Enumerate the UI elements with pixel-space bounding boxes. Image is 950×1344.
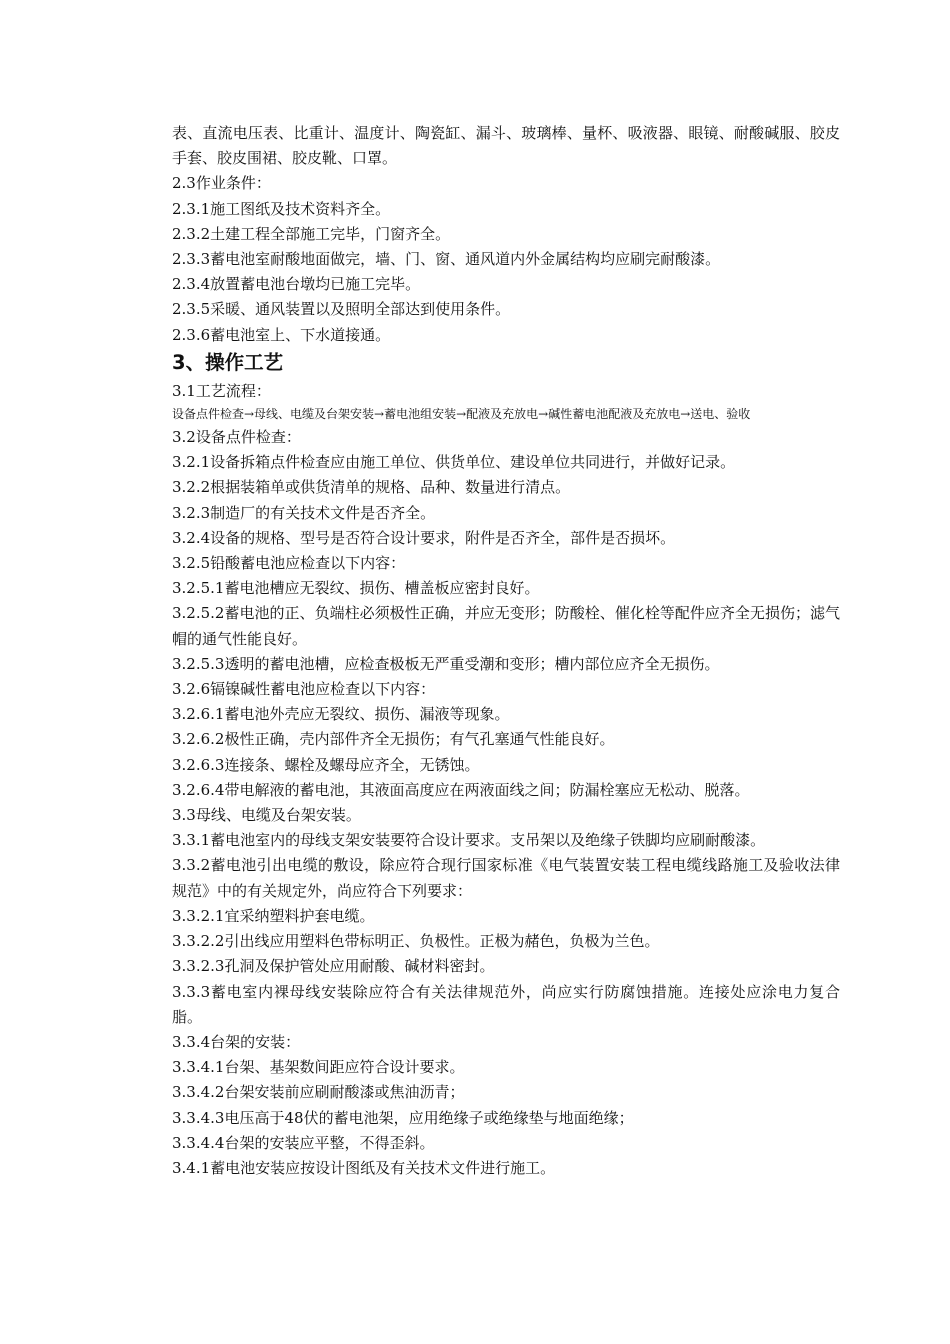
paragraph-line: 3.3.1蓄电池室内的母线支架安装要符合设计要求。支吊架以及绝缘子铁脚均应刷耐酸漆。 bbox=[172, 831, 766, 850]
paragraph-line: 3.2.1设备拆箱点件检查应由施工单位、供货单位、建设单位共同进行，并做好记录。 bbox=[172, 453, 736, 472]
paragraph-line: 2.3.3蓄电池室耐酸地面做完，墙、门、窗、通风道内外金属结构均应刷完耐酸漆。 bbox=[172, 250, 721, 269]
paragraph-line: 2.3作业条件： bbox=[172, 174, 271, 193]
paragraph-line: 3.2.6.1蓄电池外壳应无裂纹、损伤、漏液等现象。 bbox=[172, 705, 510, 724]
paragraph-line: 表、直流电压表、比重计、温度计、陶瓷缸、漏斗、玻璃棒、量杯、吸液器、眼镜、耐酸碱服、胶皮手套、胶皮围裙、胶皮靴、口罩。 bbox=[172, 124, 840, 168]
document-page bbox=[172, 121, 840, 1181]
paragraph-line: 3.2.5铅酸蓄电池应检查以下内容： bbox=[172, 554, 406, 573]
paragraph-line: 2.3.1施工图纸及技术资料齐全。 bbox=[172, 199, 391, 218]
paragraph-line: 3.2.2根据装箱单或供货清单的规格、品种、数量进行清点。 bbox=[172, 478, 571, 497]
paragraph-line: 3.2.6镉镍碱性蓄电池应检查以下内容： bbox=[172, 680, 436, 699]
paragraph-line: 3.2.5.1蓄电池槽应无裂纹、损伤、槽盖板应密封良好。 bbox=[172, 579, 540, 598]
paragraph-line: 3.2.3制造厂的有关技术文件是否齐全。 bbox=[172, 503, 436, 522]
paragraph-line: 3.3.4台架的安装： bbox=[172, 1032, 301, 1051]
paragraph-line: 3.2.5.3透明的蓄电池槽，应检查极板无严重受潮和变形；槽内部位应齐全无损伤。 bbox=[172, 654, 720, 673]
paragraph-line: 3.2设备点件检查： bbox=[172, 428, 301, 447]
paragraph-line: 3.3.4.3电压高于48伏的蓄电池架，应用绝缘子或绝缘垫与地面绝缘； bbox=[172, 1108, 634, 1127]
paragraph-line: 3.3.3蓄电室内裸母线安装除应符合有关法律规范外，尚应实行防腐蚀措施。连接处应涂电力复合脂。 bbox=[172, 982, 840, 1026]
paragraph-line: 2.3.5采暖、通风装置以及照明全部达到使用条件。 bbox=[172, 300, 511, 319]
paragraph-line: 2.3.4放置蓄电池台墩均已施工完毕。 bbox=[172, 275, 421, 294]
paragraph-line: 2.3.2土建工程全部施工完毕，门窗齐全。 bbox=[172, 224, 451, 243]
paragraph-line: 3.3.2.2引出线应用塑料色带标明正、负极性。正极为赭色，负极为兰色。 bbox=[172, 932, 660, 951]
paragraph-line: 3.2.5.2蓄电池的正、负端柱必须极性正确，并应无变形；防酸栓、催化栓等配件应齐全无损伤；滤气帽的通气性能良好。 bbox=[172, 604, 840, 648]
process-flow-text: 设备点件检查→母线、电缆及台架安装→蓄电池组安装→配液及充放电→碱性蓄电池配液及充放电→送电、验收 bbox=[172, 407, 751, 422]
paragraph-line: 3.3.4.1台架、基架数间距应符合设计要求。 bbox=[172, 1058, 465, 1077]
paragraph-line: 3.2.6.4带电解液的蓄电池，其液面高度应在两液面线之间；防漏栓塞应无松动、脱落。 bbox=[172, 780, 750, 799]
paragraph-line: 3.2.4设备的规格、型号是否符合设计要求，附件是否齐全，部件是否损坏。 bbox=[172, 528, 676, 547]
text-block-process-intro bbox=[172, 379, 840, 404]
paragraph-line: 3.1工艺流程： bbox=[172, 381, 271, 400]
paragraph-line: 3.4.1蓄电池安装应按设计图纸及有关技术文件进行施工。 bbox=[172, 1158, 556, 1177]
paragraph-line: 3.3.4.2台架安装前应刷耐酸漆或焦油沥青； bbox=[172, 1083, 465, 1102]
text-block-conditions bbox=[172, 121, 840, 348]
paragraph-line: 3.2.6.3连接条、螺栓及螺母应齐全，无锈蚀。 bbox=[172, 755, 480, 774]
paragraph-line: 3.3母线、电缆及台架安装。 bbox=[172, 806, 361, 825]
paragraph-line: 3.3.4.4台架的安装应平整，不得歪斜。 bbox=[172, 1133, 435, 1152]
paragraph-line: 3.3.2.1宜采纳塑料护套电缆。 bbox=[172, 906, 375, 925]
paragraph-line: 3.2.6.2极性正确，壳内部件齐全无损伤；有气孔塞通气性能良好。 bbox=[172, 730, 615, 749]
section-heading: 3、操作工艺 bbox=[172, 350, 284, 374]
text-block-procedures bbox=[172, 425, 840, 1181]
paragraph-line: 3.3.2.3孔洞及保护管处应用耐酸、碱材料密封。 bbox=[172, 957, 495, 976]
paragraph-line: 2.3.6蓄电池室上、下水道接通。 bbox=[172, 325, 391, 344]
paragraph-line: 3.3.2蓄电池引出电缆的敷设，除应符合现行国家标准《电气装置安装工程电缆线路施工及验收法律规范》中的有关规定外，尚应符合下列要求： bbox=[172, 856, 840, 900]
